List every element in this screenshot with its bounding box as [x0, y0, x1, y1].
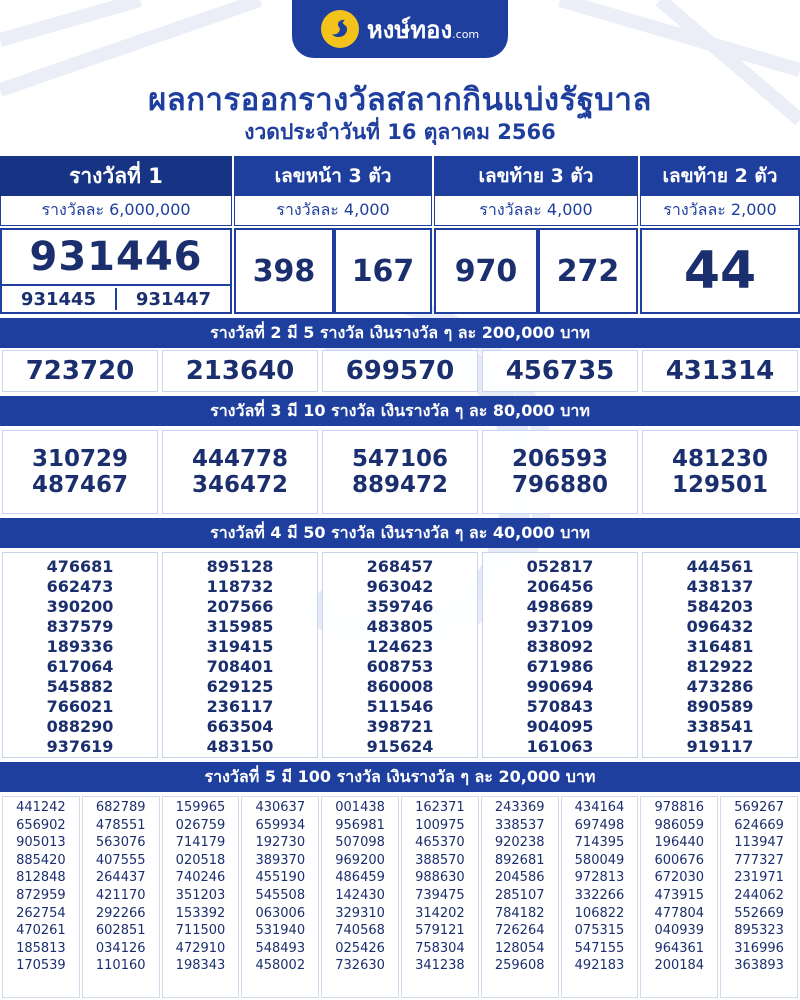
prize5-number: 956981: [335, 817, 385, 833]
prize5-number: 885420: [16, 852, 66, 868]
prize5-number: 732630: [335, 958, 385, 974]
prize4-number: 359746: [366, 597, 434, 616]
prize5-number: 531940: [255, 923, 306, 939]
prize4-number: 584203: [686, 597, 754, 616]
prize5-number: 351203: [175, 887, 226, 903]
prize5-number: 740246: [175, 870, 226, 886]
back2-number: 44: [640, 228, 800, 314]
prize5-number: 113947: [734, 835, 784, 851]
first-prize-near-numbers: [0, 284, 232, 314]
prize5-number: 477804: [654, 905, 705, 921]
prize5-number: 545508: [255, 887, 306, 903]
prize4-number: 919117: [686, 737, 754, 756]
prize4-number: 570843: [526, 697, 594, 716]
back3-header: เลขท้าย 3 ตัว: [434, 156, 638, 196]
prize5-number: 128054: [494, 940, 545, 956]
prize4-number: 904095: [526, 717, 594, 736]
prize5-number: 758304: [415, 940, 465, 956]
prize4-number: 937109: [526, 617, 594, 636]
prize5-number: 458002: [255, 958, 306, 974]
prize5-number: 338537: [494, 817, 545, 833]
prize4-number: 088290: [46, 717, 114, 736]
prize2-numbers: [0, 350, 800, 392]
prize5-number: 602851: [95, 923, 146, 939]
prize5-number: 159965: [175, 800, 226, 815]
prize5-number: 552669: [734, 905, 784, 921]
prize2-number: 699570: [322, 350, 478, 392]
brand-name: หงษ์ทอง.com: [366, 15, 480, 44]
prize4-number: 838092: [526, 637, 594, 656]
prize3-number: 487467: [31, 472, 129, 498]
prize3-number: 206593: [511, 446, 609, 472]
prize4-column: [2, 552, 158, 758]
prize4-number: 860008: [366, 677, 434, 696]
prize5-number: 697498: [574, 817, 625, 833]
prize3-number: 310729: [31, 446, 129, 472]
prize4-number: 118732: [206, 577, 274, 596]
prize5-number: 507098: [335, 835, 385, 851]
prize5-number: 492183: [574, 958, 625, 974]
prize5-number: 784182: [494, 905, 545, 921]
prize5-number: 316996: [734, 940, 784, 956]
prize3-number: 481230: [671, 446, 769, 472]
back3-number-2: 272: [538, 228, 638, 314]
prize4-number: 438137: [686, 577, 754, 596]
prize5-number: 162371: [415, 800, 465, 815]
prize5-number: 034126: [95, 940, 146, 956]
prize4-number: 206456: [526, 577, 594, 596]
prize5-number: 547155: [574, 940, 625, 956]
prize5-number: 231971: [734, 870, 784, 886]
prize5-number: 110160: [95, 958, 146, 974]
prize5-column: [82, 796, 160, 998]
prize4-number: 207566: [206, 597, 274, 616]
prize5-number: 363893: [734, 958, 784, 974]
prize4-column: [642, 552, 798, 758]
prize5-number: 478551: [95, 817, 146, 833]
prize5-number: 465370: [415, 835, 465, 851]
prize3-column: [322, 430, 478, 514]
prize5-number: 672030: [654, 870, 705, 886]
prize5-number: 892681: [494, 852, 545, 868]
prize5-number: 040939: [654, 923, 705, 939]
prize4-number: 895128: [206, 557, 274, 576]
prize5-number: 388570: [415, 852, 465, 868]
prize5-number: 259608: [494, 958, 545, 974]
prize4-number: 316481: [686, 637, 754, 656]
prize4-number: 617064: [46, 657, 114, 676]
prize5-number: 777327: [734, 852, 784, 868]
prize4-header: รางวัลที่ 4 มี 50 รางวัล เงินรางวัล ๆ ละ 40,000 บาท: [0, 518, 800, 548]
prize5-number: 264437: [95, 870, 146, 886]
prize5-number: 486459: [335, 870, 385, 886]
prize5-number: 430637: [255, 800, 306, 815]
prize5-number: 726264: [494, 923, 545, 939]
prize5-number: 969200: [335, 852, 385, 868]
near-number-lower: 931445: [20, 288, 97, 310]
first-prize-number: 931446: [0, 228, 232, 286]
prize3-number: 129501: [671, 472, 769, 498]
prize4-number: 990694: [526, 677, 594, 696]
prize3-number: 889472: [351, 472, 449, 498]
prize5-number: 563076: [95, 835, 146, 851]
swan-logo-icon: [321, 10, 359, 48]
prize4-number: 096432: [686, 617, 754, 636]
prize5-number: 714179: [175, 835, 226, 851]
prize4-number: 498689: [526, 597, 594, 616]
front3-header: เลขหน้า 3 ตัว: [234, 156, 432, 196]
prize5-column: [241, 796, 319, 998]
prize4-number: 812922: [686, 657, 754, 676]
prize5-column: [640, 796, 718, 998]
prize5-number: 285107: [494, 887, 545, 903]
prize5-number: 441242: [16, 800, 66, 815]
prize4-number: 390200: [46, 597, 114, 616]
prize5-number: 389370: [255, 852, 306, 868]
prize3-column: [2, 430, 158, 514]
prize5-number: 262754: [16, 905, 66, 921]
prize5-number: 895323: [734, 923, 784, 939]
prize3-number: 547106: [351, 446, 449, 472]
prize5-number: 329310: [335, 905, 385, 921]
prize4-number: 483150: [206, 737, 274, 756]
prize3-column: [642, 430, 798, 514]
prize5-number: 978816: [654, 800, 705, 815]
prize2-number: 456735: [482, 350, 638, 392]
prize5-number: 624669: [734, 817, 784, 833]
prize5-number: 711500: [175, 923, 226, 939]
prize4-number: 483805: [366, 617, 434, 636]
prize4-number: 629125: [206, 677, 274, 696]
prize5-number: 063006: [255, 905, 306, 921]
prize5-number: 964361: [654, 940, 705, 956]
prize5-number: 972813: [574, 870, 625, 886]
prize4-number: 766021: [46, 697, 114, 716]
prize4-number: 052817: [526, 557, 594, 576]
prize4-number: 398721: [366, 717, 434, 736]
prize5-number: 185813: [16, 940, 66, 956]
back3-amount: รางวัลละ 4,000: [434, 196, 638, 226]
prize4-column: [162, 552, 318, 758]
prize4-number: 708401: [206, 657, 274, 676]
prize5-number: 421170: [95, 887, 146, 903]
prize5-numbers: [0, 796, 800, 998]
prize4-number: 268457: [366, 557, 434, 576]
prize4-number: 915624: [366, 737, 434, 756]
prize2-number: 431314: [642, 350, 798, 392]
prize5-number: 407555: [95, 852, 146, 868]
prize5-number: 600676: [654, 852, 705, 868]
prize4-number: 338541: [686, 717, 754, 736]
prize5-number: 472910: [175, 940, 226, 956]
prize5-number: 153392: [175, 905, 226, 921]
prize5-number: 332266: [574, 887, 625, 903]
prize5-number: 341238: [415, 958, 465, 974]
prize5-number: 244062: [734, 887, 784, 903]
prize2-number: 723720: [2, 350, 158, 392]
prize5-number: 986059: [654, 817, 705, 833]
prize4-number: 662473: [46, 577, 114, 596]
prize4-column: [322, 552, 478, 758]
near-number-upper: 931447: [135, 288, 212, 310]
prize2-number: 213640: [162, 350, 318, 392]
prize5-column: [2, 796, 80, 998]
prize4-number: 319415: [206, 637, 274, 656]
prize4-number: 963042: [366, 577, 434, 596]
prize4-number: 671986: [526, 657, 594, 676]
first-prize-amount: รางวัลละ 6,000,000: [0, 196, 232, 226]
prize5-number: 243369: [494, 800, 545, 815]
prize5-number: 170539: [16, 958, 66, 974]
prize4-number: 545882: [46, 677, 114, 696]
prize4-number: 890589: [686, 697, 754, 716]
prize2-header: รางวัลที่ 2 มี 5 รางวัล เงินรางวัล ๆ ละ 200,000 บาท: [0, 318, 800, 348]
prize5-number: 106822: [574, 905, 625, 921]
first-prize-header: รางวัลที่ 1: [0, 156, 232, 196]
prize4-number: 937619: [46, 737, 114, 756]
prize5-number: 656902: [16, 817, 66, 833]
prize4-number: 444561: [686, 557, 754, 576]
prize4-column: [482, 552, 638, 758]
prize4-number: 189336: [46, 637, 114, 656]
prize5-number: 075315: [574, 923, 625, 939]
prize5-column: [162, 796, 240, 998]
front3-number-1: 398: [234, 228, 334, 314]
prize4-number: 608753: [366, 657, 434, 676]
prize5-number: 434164: [574, 800, 625, 815]
prize5-number: 470261: [16, 923, 66, 939]
prize5-number: 198343: [175, 958, 226, 974]
prize5-number: 100975: [415, 817, 465, 833]
front3-amount: รางวัลละ 4,000: [234, 196, 432, 226]
prize4-number: 476681: [46, 557, 114, 576]
back2-amount: รางวัลละ 2,000: [640, 196, 800, 226]
prize4-number: 663504: [206, 717, 274, 736]
prize4-numbers: [0, 552, 800, 758]
page-title: ผลการออกรางวัลสลากกินแบ่งรัฐบาล: [148, 82, 652, 118]
prize5-number: 579121: [415, 923, 465, 939]
draw-date: งวดประจำวันที่ 16 ตุลาคม 2566: [244, 120, 556, 144]
prize5-number: 920238: [494, 835, 545, 851]
back2-header: เลขท้าย 2 ตัว: [640, 156, 800, 196]
prize5-number: 196440: [654, 835, 705, 851]
prize5-column: [401, 796, 479, 998]
prize5-number: 142430: [335, 887, 385, 903]
prize4-number: 161063: [526, 737, 594, 756]
prize5-number: 739475: [415, 887, 465, 903]
prize3-number: 444778: [191, 446, 289, 472]
prize5-number: 292266: [95, 905, 146, 921]
prize3-numbers: [0, 430, 800, 514]
prize5-number: 001438: [335, 800, 385, 815]
prize4-number: 315985: [206, 617, 274, 636]
prize5-number: 204586: [494, 870, 545, 886]
prize5-number: 714395: [574, 835, 625, 851]
prize5-number: 988630: [415, 870, 465, 886]
prize5-number: 473915: [654, 887, 705, 903]
prize5-column: [481, 796, 559, 998]
prize3-number: 796880: [511, 472, 609, 498]
prize5-header: รางวัลที่ 5 มี 100 รางวัล เงินรางวัล ๆ ละ 20,000 บาท: [0, 762, 800, 792]
prize5-number: 548493: [255, 940, 306, 956]
prize3-number: 346472: [191, 472, 289, 498]
prize5-number: 026759: [175, 817, 226, 833]
prize5-number: 740568: [335, 923, 385, 939]
prize4-number: 473286: [686, 677, 754, 696]
prize5-number: 682789: [95, 800, 146, 815]
back3-number-1: 970: [434, 228, 538, 314]
prize4-number: 837579: [46, 617, 114, 636]
prize5-number: 905013: [16, 835, 66, 851]
prize5-number: 580049: [574, 852, 625, 868]
prize3-header: รางวัลที่ 3 มี 10 รางวัล เงินรางวัล ๆ ละ 80,000 บาท: [0, 396, 800, 426]
prize5-number: 569267: [734, 800, 784, 815]
prize3-column: [482, 430, 638, 514]
prize5-number: 200184: [654, 958, 705, 974]
prize5-number: 812848: [16, 870, 66, 886]
prize5-column: [720, 796, 798, 998]
prize4-number: 124623: [366, 637, 434, 656]
prize5-column: [561, 796, 639, 998]
prize3-column: [162, 430, 318, 514]
prize4-number: 511546: [366, 697, 434, 716]
prize5-number: 025426: [335, 940, 385, 956]
prize5-number: 192730: [255, 835, 306, 851]
prize5-number: 659934: [255, 817, 306, 833]
prize5-number: 455190: [255, 870, 306, 886]
prize5-column: [321, 796, 399, 998]
brand-logo: [292, 0, 508, 58]
front3-number-2: 167: [334, 228, 432, 314]
prize5-number: 020518: [175, 852, 226, 868]
prize4-number: 236117: [206, 697, 274, 716]
prize5-number: 314202: [415, 905, 465, 921]
prize5-number: 872959: [16, 887, 66, 903]
